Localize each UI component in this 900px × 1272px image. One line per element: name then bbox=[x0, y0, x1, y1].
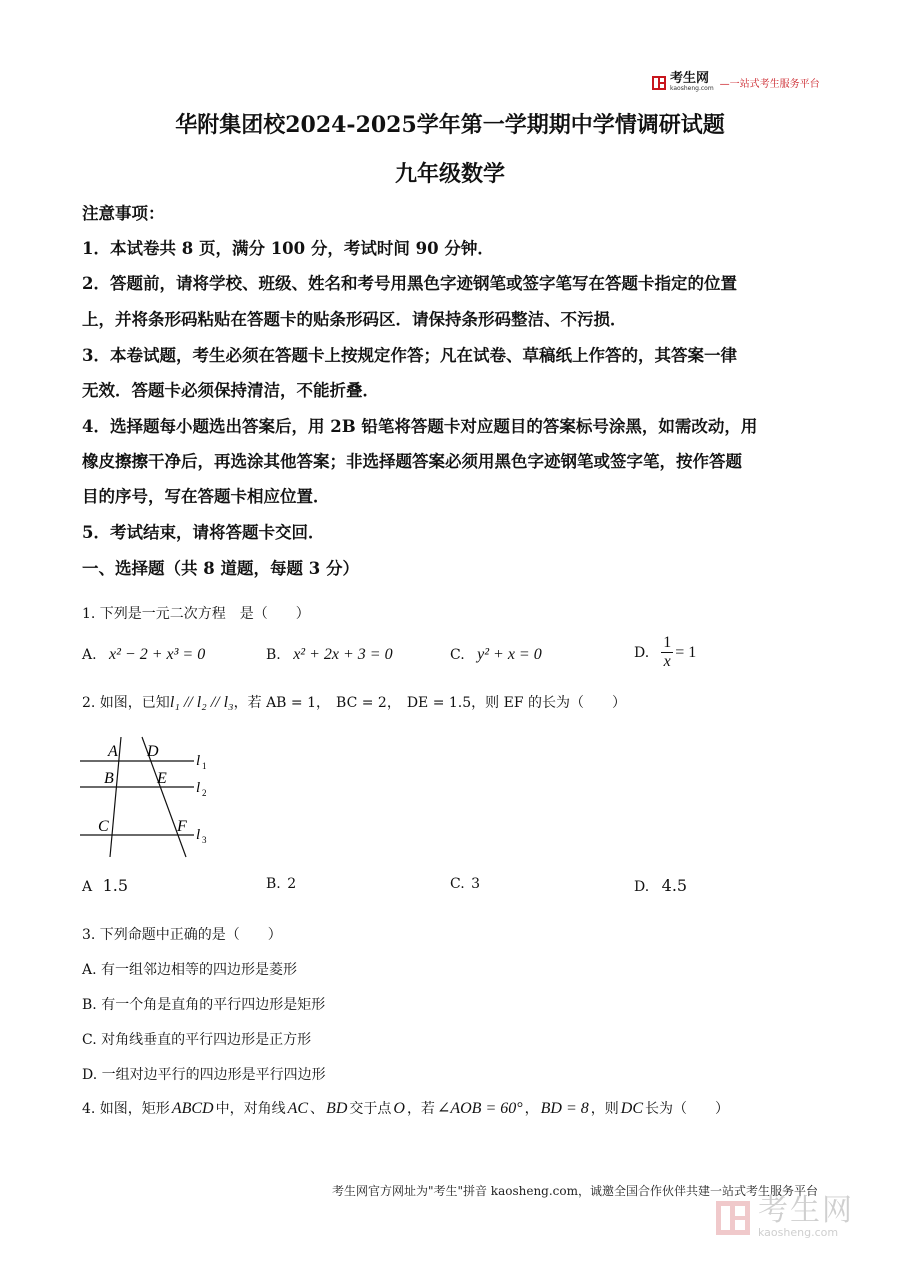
option-label: A. bbox=[82, 647, 97, 663]
exam-title: 华附集团校2024-2025学年第一学期期中学情调研试题 bbox=[175, 112, 725, 138]
note-line: 橡皮擦擦干净后，再选涂其他答案；非选择题答案必须用黑色字迹钢笔或签字笔，按作答题 bbox=[82, 452, 742, 471]
option-label: D. bbox=[634, 644, 650, 661]
q2-figure bbox=[78, 735, 218, 860]
q4-math: BD = 8 bbox=[540, 1100, 589, 1117]
q1-option-c bbox=[450, 646, 542, 664]
exam-subject: 九年级数学 bbox=[394, 161, 505, 187]
q4-math: AC bbox=[287, 1100, 309, 1117]
q4-text: ，则 bbox=[590, 1101, 619, 1117]
q3-option-a: A. 有一组邻边相等的四边形是菱形 bbox=[82, 962, 298, 978]
q4-math: DC bbox=[620, 1100, 643, 1117]
option-text: 3 bbox=[471, 876, 481, 892]
label-e: E bbox=[157, 770, 167, 787]
fraction-numerator: 1 bbox=[663, 634, 672, 651]
watermark-logo-icon bbox=[716, 1201, 750, 1235]
q2-cond: BC = 2， bbox=[336, 695, 401, 711]
q4-text: 4. 如图，矩形 bbox=[82, 1101, 170, 1117]
label-l2-sub: 2 bbox=[202, 788, 207, 798]
q2-cond: ，若 AB = 1， bbox=[233, 695, 331, 711]
notes-heading: 注意事项： bbox=[82, 204, 165, 223]
option-label: D. bbox=[634, 879, 650, 895]
q4-math: BD bbox=[326, 1100, 348, 1117]
fraction-rest: = 1 bbox=[675, 643, 697, 661]
watermark-domain: kaosheng.com bbox=[758, 1226, 839, 1239]
fraction-denominator: x bbox=[663, 653, 671, 670]
q2-option-d bbox=[634, 876, 687, 895]
fraction bbox=[661, 634, 673, 671]
note-line: 1．本试卷共 8 页，满分 100 分，考试时间 90 分钟． bbox=[82, 239, 494, 258]
q1-option-d bbox=[634, 634, 696, 671]
label-l2: l bbox=[196, 780, 201, 796]
note-line: 5．考试结束，请将答题卡交回． bbox=[82, 523, 325, 542]
q1-option-b bbox=[266, 646, 393, 664]
option-label: B. bbox=[266, 647, 281, 663]
q1-stem: 1. 下列是一元二次方程 是（ ） bbox=[82, 606, 310, 622]
option-label: C. bbox=[450, 647, 465, 663]
label-f: F bbox=[177, 818, 187, 835]
label-c: C bbox=[98, 818, 109, 835]
option-text: x² − 2 + x³ = 0 bbox=[109, 646, 206, 663]
q4-text: ，若 bbox=[406, 1101, 435, 1117]
q2-parallel-lines: l₁ // l₂ // l₃ bbox=[169, 694, 234, 711]
brand-slogan: —一站式考生服务平台 bbox=[719, 79, 820, 90]
footer-text: 考生网官方网址为"考生"拼音 kaosheng.com，诚邀全国合作伙伴共建一站式考生服务平台 bbox=[331, 1184, 818, 1198]
option-text: x² + 2x + 3 = 0 bbox=[293, 646, 393, 663]
note-line: 无效．答题卡必须保持清洁，不能折叠． bbox=[82, 381, 379, 400]
note-line: 4．选择题每小题选出答案后，用 2B 铅笔将答题卡对应题目的答案标号涂黑，如需改动，用 bbox=[82, 417, 758, 436]
section-heading: 一、选择题（共 8 道题，每题 3 分） bbox=[82, 559, 359, 578]
option-text: 2 bbox=[287, 876, 297, 892]
q2-option-b bbox=[266, 876, 296, 892]
q4-math: ABCD bbox=[171, 1100, 214, 1117]
q2-cond: DE = 1.5，则 EF 的长为（ ） bbox=[406, 695, 627, 711]
brand-domain: kaosheng.com bbox=[670, 85, 714, 92]
watermark-name: 考生网 bbox=[758, 1193, 854, 1228]
q4-text: 中，对角线 bbox=[215, 1101, 286, 1117]
option-text: 4.5 bbox=[661, 876, 688, 895]
q3-option-d: D. 一组对边平行的四边形是平行四边形 bbox=[82, 1067, 326, 1083]
q1-option-a bbox=[82, 646, 205, 664]
note-line: 3．本卷试题，考生必须在答题卡上按规定作答；凡在试卷、草稿纸上作答的，其答案一律 bbox=[82, 346, 737, 365]
label-l3-sub: 3 bbox=[202, 835, 207, 845]
q3-option-b: B. 有一个角是直角的平行四边形是矩形 bbox=[82, 997, 326, 1013]
option-text: y² + x = 0 bbox=[477, 646, 542, 663]
label-l3: l bbox=[196, 827, 201, 843]
q3-option-c: C. 对角线垂直的平行四边形是正方形 bbox=[82, 1032, 312, 1048]
note-line: 目的序号，写在答题卡相应位置． bbox=[82, 487, 330, 506]
label-d: D bbox=[147, 743, 159, 760]
option-label: C. bbox=[450, 876, 465, 892]
q2-option-a bbox=[82, 876, 128, 895]
label-l1-sub: 1 bbox=[202, 761, 207, 771]
q4-text: ， bbox=[524, 1101, 539, 1117]
q3-stem: 3. 下列命题中正确的是（ ） bbox=[82, 927, 282, 943]
brand-name: 考生网 bbox=[670, 71, 710, 86]
q2-stem-text: 2. 如图，已知 bbox=[82, 695, 170, 711]
label-l1: l bbox=[196, 753, 201, 769]
brand-logo-icon bbox=[652, 76, 666, 90]
option-text: 1.5 bbox=[102, 876, 129, 895]
q4-text: 交于点 bbox=[349, 1101, 392, 1117]
brand-slogan-text: 一站式考生服务平台 bbox=[729, 79, 820, 90]
q4-text: 长为（ ） bbox=[645, 1101, 729, 1117]
q2-option-c bbox=[450, 876, 480, 892]
note-line: 上，并将条形码粘贴在答题卡的贴条形码区．请保持条形码整洁、不污损． bbox=[82, 310, 627, 329]
q4-math: O bbox=[393, 1100, 405, 1117]
label-a: A bbox=[108, 743, 118, 760]
label-b: B bbox=[104, 770, 114, 787]
option-label: B. bbox=[266, 876, 281, 892]
brand-logo bbox=[652, 73, 820, 92]
option-label: A bbox=[82, 879, 93, 895]
q2-stem bbox=[82, 692, 626, 712]
q4-text: 、 bbox=[310, 1101, 325, 1117]
q4-math: ∠AOB = 60° bbox=[436, 1100, 523, 1117]
watermark bbox=[716, 1193, 854, 1239]
q4-stem bbox=[82, 1098, 729, 1118]
note-line: 2．答题前，请将学校、班级、姓名和考号用黑色字迹钢笔或签字笔写在答题卡指定的位置 bbox=[82, 274, 737, 293]
